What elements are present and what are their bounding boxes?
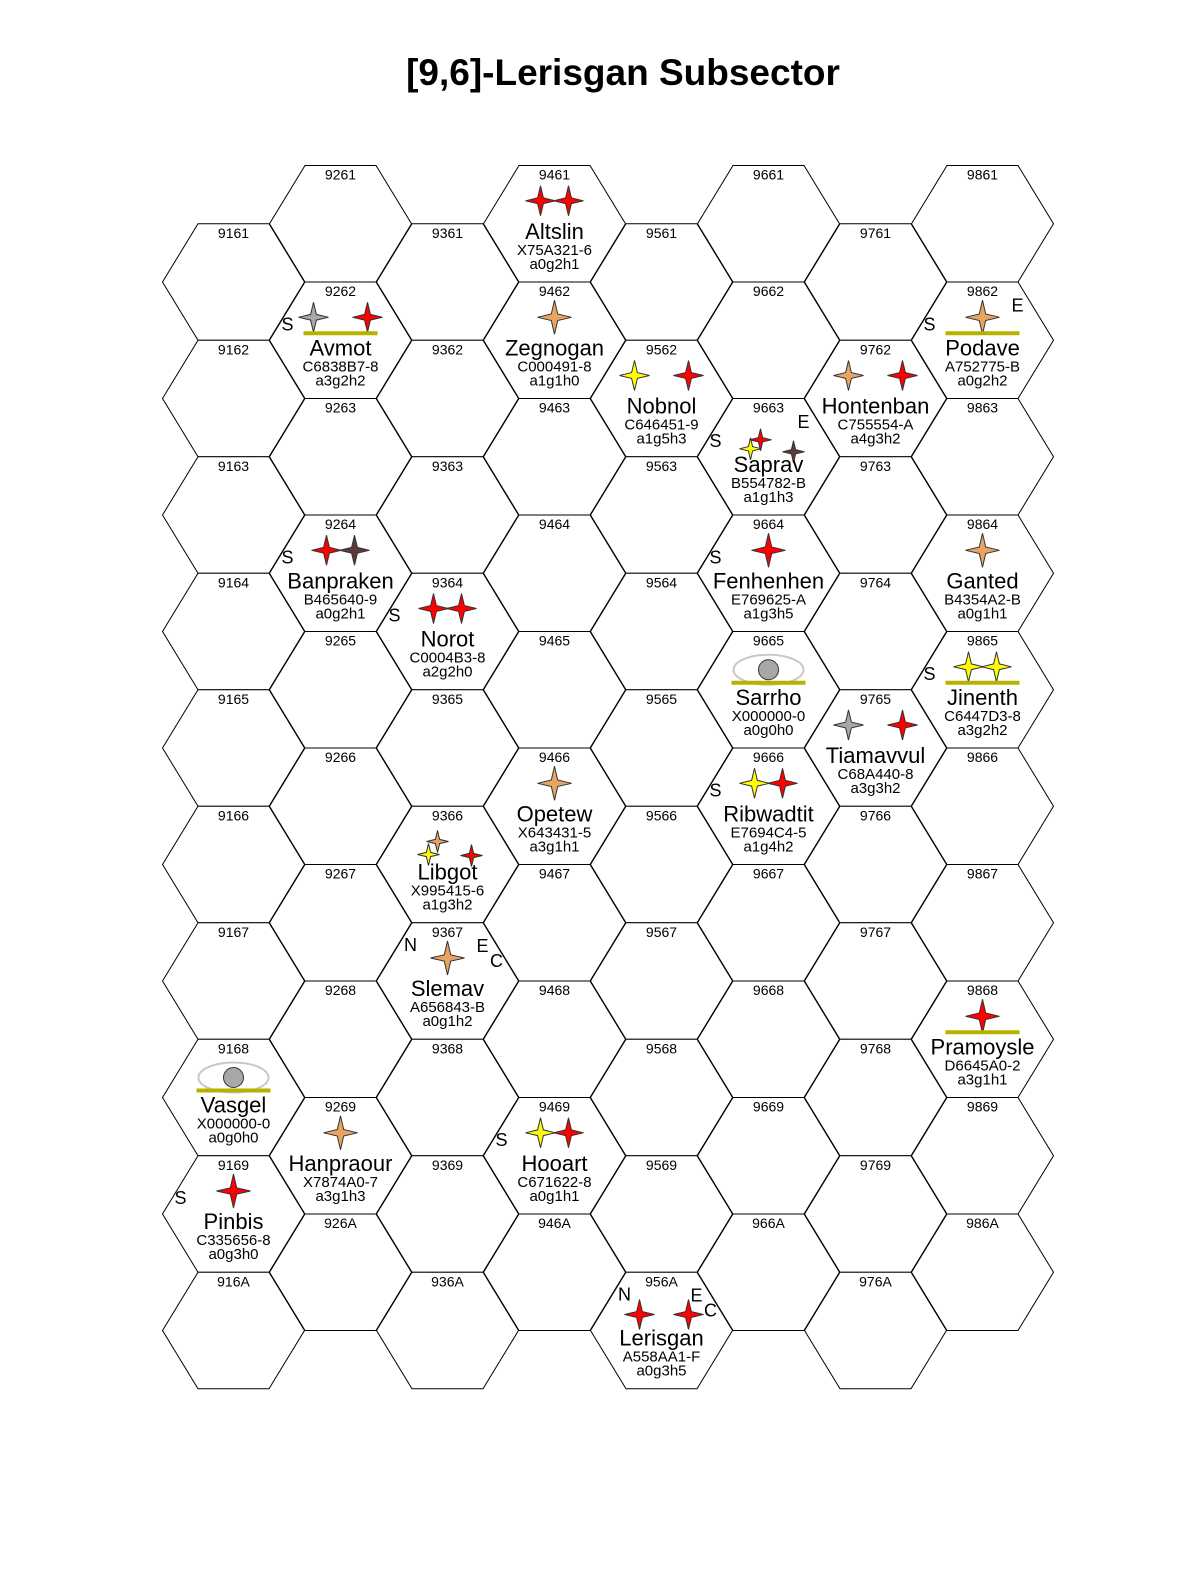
world-code: a3g1h3	[315, 1187, 366, 1205]
world-code: a1g1h0	[529, 372, 580, 390]
hex-number: 9369	[431, 1156, 464, 1173]
world-name: Altslin	[525, 218, 584, 244]
base-marker: E	[1011, 295, 1024, 316]
hex-number: 9266	[324, 749, 357, 765]
hex-number: 9863	[966, 399, 999, 416]
base-marker: E	[476, 936, 489, 956]
world-code: a0g2h2	[957, 372, 1008, 390]
hex-number: 9265	[324, 632, 357, 649]
hex-number: 9667	[752, 865, 785, 882]
hex-number: 9467	[538, 865, 571, 882]
world-code: a1g4h2	[743, 838, 794, 856]
world-upp: B554782-B	[730, 474, 807, 492]
hex-number: 9861	[966, 166, 999, 183]
world-name: Hooart	[521, 1150, 588, 1176]
hex-number: 976A	[859, 1273, 892, 1290]
world-upp: C671622-8	[517, 1173, 592, 1191]
hex-number: 9366	[431, 807, 464, 824]
hex-number: 9568	[645, 1040, 678, 1057]
hex-number: 9166	[217, 807, 250, 824]
world-name: Podave	[945, 335, 1020, 361]
world-upp: D6645A0-2	[944, 1057, 1021, 1075]
base-marker: C	[704, 1300, 717, 1321]
hex-number: 9566	[645, 807, 678, 824]
world-upp: C6447D3-8	[944, 707, 1021, 725]
hex-number: 9464	[538, 516, 571, 532]
hex-number: 9769	[859, 1156, 892, 1173]
hex-number: 9864	[966, 516, 999, 532]
world-upp: X643431-5	[517, 824, 592, 842]
hex-number: 9869	[966, 1098, 999, 1115]
world-code: a0g1h1	[529, 1187, 580, 1205]
hex-number: 9668	[752, 982, 785, 998]
base-marker: N	[404, 935, 417, 955]
hex-number: 9466	[538, 749, 571, 765]
map-title: [9,6]-Lerisgan Subsector	[406, 52, 840, 93]
hex-number: 9367	[431, 923, 464, 940]
hex-number: 9261	[324, 166, 357, 183]
world-upp: C6838B7-8	[302, 358, 379, 376]
hex-number: 9865	[966, 632, 999, 649]
base-marker: E	[797, 411, 810, 432]
hex-number: 9167	[217, 923, 250, 940]
world-name: Ganted	[946, 568, 1019, 594]
world-code: a3g3h2	[850, 780, 901, 797]
base-marker: N	[618, 1284, 631, 1305]
hex-number: 9669	[752, 1098, 785, 1115]
hex-number: 9569	[645, 1156, 678, 1173]
hex-number: 9761	[859, 224, 892, 241]
hex-number: 9663	[752, 399, 785, 416]
hex-number: 9768	[859, 1040, 892, 1057]
base-marker: S	[281, 314, 294, 335]
hex-number: 956A	[645, 1273, 678, 1290]
asteroid-icon	[224, 1068, 244, 1088]
base-marker: C	[490, 951, 503, 971]
hex-number: 9565	[645, 690, 678, 707]
hex-number: 9163	[217, 457, 250, 474]
hex-number: 9862	[966, 283, 999, 299]
hex-number: 9462	[538, 283, 571, 299]
hex-number: 9564	[645, 574, 678, 591]
hex-number: 9469	[538, 1098, 571, 1115]
world-name: Pinbis	[203, 1209, 264, 1234]
base-marker: S	[709, 430, 722, 451]
hex-number: 936A	[431, 1273, 464, 1290]
world-code: a1g3h2	[422, 896, 473, 914]
world-code: a0g1h2	[422, 1013, 473, 1030]
hex-number: 9567	[645, 923, 678, 940]
world-name: Lerisgan	[619, 1325, 704, 1351]
hex-number: 9169	[217, 1156, 250, 1173]
world-code: a0g3h5	[636, 1362, 687, 1380]
world-upp: X7874A0-7	[302, 1173, 379, 1191]
world-code: a3g2h2	[315, 372, 366, 390]
world-upp: C646451-9	[624, 416, 699, 434]
world-code: a0g3h0	[208, 1246, 259, 1263]
world-name: Avmot	[309, 335, 372, 361]
hex-grid	[163, 166, 1054, 1389]
hex-number: 9461	[538, 166, 571, 183]
world-code: a0g2h1	[529, 255, 580, 273]
base-marker: S	[923, 314, 936, 335]
hex-number: 986A	[966, 1215, 999, 1231]
world-upp: C000491-8	[517, 358, 592, 376]
hex-number: 9364	[431, 574, 464, 591]
world-name: Zegnogan	[504, 335, 605, 361]
world-name: Vasgel	[200, 1092, 267, 1118]
hex-number: 9661	[752, 166, 785, 183]
world-name: Jinenth	[947, 684, 1018, 710]
hex-number: 926A	[324, 1215, 357, 1231]
hex-number: 9762	[859, 341, 892, 358]
world-code: a4g3h2	[850, 430, 901, 448]
world-name: Hontenban	[821, 393, 930, 419]
world-name: Fenhenhen	[712, 568, 825, 594]
hex-number: 9866	[966, 749, 999, 765]
hex-number: 9764	[859, 574, 892, 591]
world-name: Norot	[420, 626, 475, 652]
hex-number: 9263	[324, 399, 357, 416]
world-code: a3g1h1	[957, 1071, 1008, 1089]
hex-number: 9165	[217, 690, 250, 707]
hex-number: 9468	[538, 982, 571, 998]
world-upp: C68A440-8	[837, 766, 914, 783]
world-code: a3g2h2	[957, 721, 1008, 739]
hex-number: 9867	[966, 865, 999, 882]
world-upp: X000000-0	[196, 1115, 271, 1133]
world-upp: C0004B3-8	[409, 649, 486, 667]
world-upp: A558AA1-F	[622, 1348, 701, 1366]
world-code: a0g2h1	[315, 605, 366, 623]
hex-number: 9268	[324, 982, 357, 998]
base-marker: S	[388, 605, 401, 626]
world-code: a0g1h1	[957, 605, 1008, 623]
world-upp: B4354A2-B	[944, 591, 1021, 609]
world-code: a1g3h5	[743, 605, 794, 623]
base-marker: S	[174, 1188, 187, 1208]
hex-number: 9666	[752, 749, 785, 765]
world-name: Pramoysle	[930, 1034, 1035, 1060]
hex-number: 9365	[431, 690, 464, 707]
hex-number: 9262	[324, 283, 357, 299]
base-marker: S	[495, 1129, 508, 1150]
world-name: Hanpraour	[288, 1150, 393, 1176]
world-name: Banpraken	[287, 568, 394, 594]
base-marker: S	[709, 780, 722, 801]
base-marker: E	[690, 1285, 703, 1306]
world-upp: E7694C4-5	[730, 824, 807, 842]
world-code: a3g1h1	[529, 838, 580, 856]
world-code: a1g1h3	[743, 488, 794, 506]
hex-number: 9765	[859, 690, 892, 707]
base-marker: S	[923, 663, 936, 684]
world-name: Saprav	[733, 451, 804, 477]
world-upp: X995415-6	[410, 882, 485, 900]
world-upp: B465640-9	[303, 591, 378, 609]
hex-number: 9763	[859, 457, 892, 474]
world-code: a0g0h0	[743, 721, 794, 739]
world-code: a0g0h0	[208, 1129, 259, 1147]
hex-number: 9267	[324, 865, 357, 882]
hex-number: 9264	[324, 516, 357, 532]
world-name: Ribwadtit	[723, 801, 814, 827]
hex-number: 9363	[431, 457, 464, 474]
world-upp: C335656-8	[196, 1232, 271, 1249]
world-name: Opetew	[516, 801, 593, 827]
world-name: Sarrho	[735, 684, 802, 710]
hex-number: 9767	[859, 923, 892, 940]
hex-number: 9662	[752, 283, 785, 299]
hex-number: 9766	[859, 807, 892, 824]
asteroid-icon	[759, 660, 779, 680]
world-name: Slemav	[410, 976, 485, 1001]
hex-number: 9868	[966, 982, 999, 998]
hex-number: 946A	[538, 1215, 571, 1231]
world-name: Nobnol	[626, 393, 697, 419]
world-code: a2g2h0	[422, 663, 473, 681]
hex-number: 9361	[431, 224, 464, 241]
world-upp: X000000-0	[731, 707, 806, 725]
hex-number: 9562	[645, 341, 678, 358]
hex-number: 9269	[324, 1098, 357, 1115]
base-marker: S	[709, 547, 722, 568]
hex-number: 9162	[217, 341, 250, 358]
hex-number: 9664	[752, 516, 785, 532]
hex-number: 9665	[752, 632, 785, 649]
hex-number: 9465	[538, 632, 571, 649]
hex-number: 9463	[538, 399, 571, 416]
world-upp: A752775-B	[944, 358, 1021, 376]
world-code: a1g5h3	[636, 430, 687, 448]
world-name: Tiamavvul	[825, 743, 926, 768]
hex-number: 9168	[217, 1040, 250, 1057]
world-name: Libgot	[417, 859, 478, 885]
hex-number: 9563	[645, 457, 678, 474]
hex-number: 9164	[217, 574, 250, 591]
base-marker: S	[281, 547, 294, 568]
hex-number: 9362	[431, 341, 464, 358]
hex-number: 9561	[645, 224, 678, 241]
world-upp: X75A321-6	[516, 241, 593, 259]
world-upp: E769625-A	[730, 591, 807, 609]
hex-number: 916A	[217, 1273, 250, 1290]
world-upp: A656843-B	[409, 999, 486, 1016]
hex-number: 9368	[431, 1040, 464, 1057]
hex-number: 9161	[217, 224, 250, 241]
hex-number: 966A	[752, 1215, 785, 1231]
world-upp: C755554-A	[837, 416, 914, 434]
